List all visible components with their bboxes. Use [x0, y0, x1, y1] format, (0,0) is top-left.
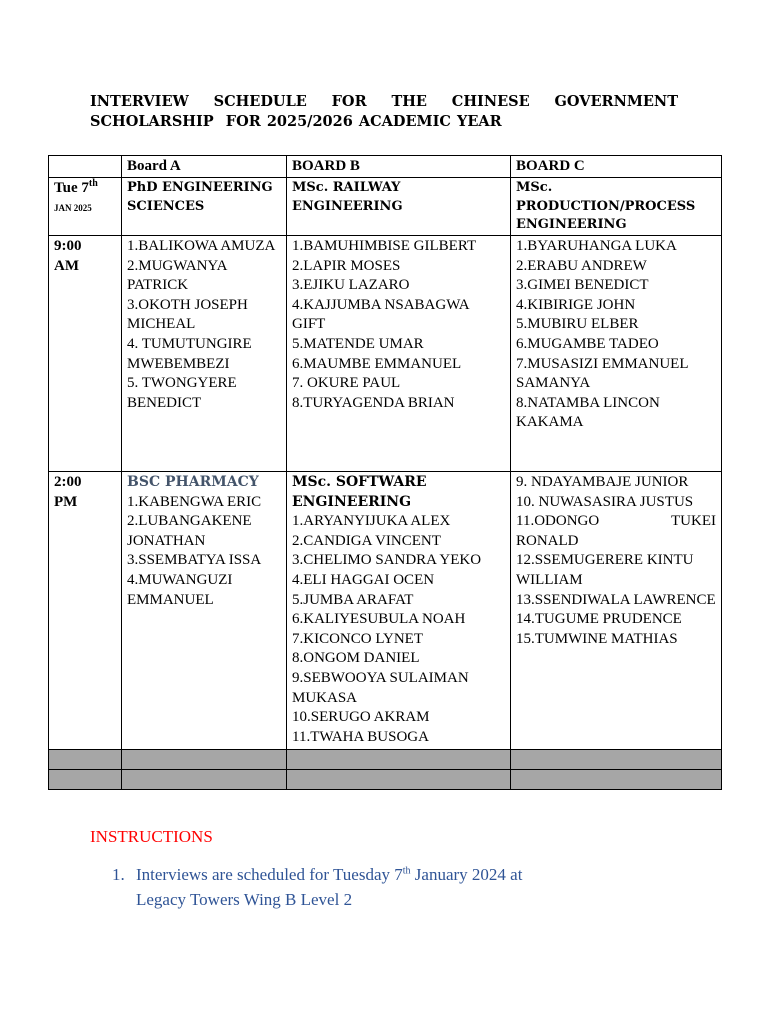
morning-board-c: [511, 236, 722, 472]
list-item: 6.MUGAMBE TADEO: [516, 335, 659, 352]
list-item: 9. NDAYAMBAJE JUNIOR: [516, 474, 689, 490]
instruction-suffix: th: [402, 865, 411, 877]
instruction-location: Legacy Towers Wing B Level 2: [136, 890, 353, 909]
header-board-a: Board A: [122, 156, 287, 178]
time-hour: 9:00: [54, 238, 82, 254]
list-item: 5.JUMBA ARAFAT: [292, 591, 414, 608]
program-board-c: MSc. PRODUCTION/PROCESS ENGINEERING: [511, 178, 722, 236]
afternoon-row: [49, 472, 722, 750]
list-item: 12.SSEMUGERERE KINTU WILLIAM: [516, 552, 694, 588]
list-item: 3.SSEMBATYA ISSA: [127, 552, 262, 569]
shaded-cell: [122, 770, 287, 790]
list-item: 2.MUGWANYA PATRICK: [127, 257, 227, 294]
list-item: 8.NATAMBA LINCON KAKAMA: [516, 394, 660, 431]
program-heading: MSc. SOFTWARE ENGINEERING: [292, 474, 427, 510]
instruction-text: Interviews are scheduled for Tuesday 7: [136, 865, 403, 884]
list-item: 5.MATENDE UMAR: [292, 335, 424, 352]
list-item: 4.MUWANGUZI EMMANUEL: [127, 571, 233, 608]
afternoon-board-b: [287, 472, 511, 750]
program-row: [49, 178, 722, 236]
title-word: GOVERNMENT: [554, 93, 678, 110]
shaded-cell: [49, 770, 122, 790]
shaded-cell: [511, 750, 722, 770]
list-item: 4. TUMUTUNGIRE MWEBEMBEZI: [127, 335, 252, 372]
morning-board-a: [122, 236, 287, 472]
list-item: 3.GIMEI BENEDICT: [516, 277, 649, 294]
list-item: 9.SEBWOOYA SULAIMAN MUKASA: [292, 669, 469, 706]
program-board-a: PhD ENGINEERING SCIENCES: [122, 178, 287, 236]
list-item: 2.LAPIR MOSES: [292, 257, 401, 274]
list-item: 10. NUWASASIRA JUSTUS: [516, 493, 694, 510]
time-hour: 2:00: [54, 474, 82, 490]
morning-time: [49, 236, 122, 472]
list-item: 3.CHELIMO SANDRA YEKO: [292, 552, 482, 569]
shaded-cell: [287, 750, 511, 770]
title-word: FOR: [331, 93, 367, 110]
header-row: [49, 156, 722, 178]
shaded-cell: [511, 770, 722, 790]
title-word: SCHEDULE: [213, 93, 307, 110]
list-item: 2.CANDIGA VINCENT: [292, 532, 441, 549]
list-item: 1.KABENGWA ERIC: [127, 493, 262, 510]
list-item: 1.BYARUHANGA LUKA: [516, 238, 677, 254]
list-item: 1.BALIKOWA AMUZA: [127, 238, 276, 254]
list-item: 4.KIBIRIGE JOHN: [516, 296, 636, 313]
list-item: 10.SERUGO AKRAM: [292, 709, 430, 726]
instruction-item: [112, 862, 672, 912]
list-item: 7. OKURE PAUL: [292, 375, 401, 392]
day-suffix: th: [88, 178, 98, 189]
schedule-table: [48, 155, 722, 790]
title-word: THE: [391, 93, 427, 110]
list-item: 4.KAJJUMBA NSABAGWA GIFT: [292, 296, 469, 333]
list-item: 8.TURYAGENDA BRIAN: [292, 394, 455, 411]
list-item: 1.BAMUHIMBISE GILBERT: [292, 238, 477, 254]
afternoon-board-c: [511, 472, 722, 750]
header-board-c: BOARD C: [511, 156, 722, 178]
list-item: 3.EJIKU LAZARO: [292, 277, 410, 294]
document-title: [90, 92, 678, 132]
header-empty: [49, 156, 122, 178]
morning-board-b: [287, 236, 511, 472]
list-item: 5. TWONGYERE BENEDICT: [127, 375, 237, 411]
afternoon-time: [49, 472, 122, 750]
day-cell: [49, 178, 122, 236]
shaded-cell: [49, 750, 122, 770]
list-item: 11.TWAHA BUSOGA: [292, 728, 429, 745]
list-item: 11.ODONGO TUKEI: [516, 513, 716, 530]
list-item: 2.LUBANGAKENE JONATHAN: [127, 513, 252, 549]
title-word: INTERVIEW: [90, 93, 189, 110]
shaded-row: [49, 770, 722, 790]
list-item: 8.ONGOM DANIEL: [292, 650, 420, 667]
list-item: 1.ARYANYIJUKA ALEX: [292, 513, 451, 530]
instruction-number: 1.: [112, 865, 125, 884]
day-label: Tue 7: [54, 180, 89, 196]
list-item: 7.MUSASIZI EMMANUEL SAMANYA: [516, 355, 688, 392]
afternoon-board-a: [122, 472, 287, 750]
time-period: AM: [54, 257, 79, 274]
list-item: 15.TUMWINE MATHIAS: [516, 630, 678, 647]
list-item: 13.SSENDIWALA LAWRENCE: [516, 591, 716, 608]
instructions-title: INSTRUCTIONS: [90, 827, 213, 846]
program-board-b: MSc. RAILWAY ENGINEERING: [287, 178, 511, 236]
list-item: 3.OKOTH JOSEPH MICHEAL: [127, 296, 248, 333]
instructions-list: [112, 862, 672, 912]
list-item: 14.TUGUME PRUDENCE: [516, 611, 682, 628]
list-item: 6.MAUMBE EMMANUEL: [292, 355, 462, 372]
shaded-row: [49, 750, 722, 770]
title-line-1: [90, 92, 678, 112]
title-word: CHINESE: [451, 93, 530, 110]
instruction-text-cont: January 2024 at: [410, 865, 523, 884]
list-item: 6.KALIYESUBULA NOAH: [292, 611, 466, 628]
list-item: 5.MUBIRU ELBER: [516, 316, 639, 333]
list-item: 7.KICONCO LYNET: [292, 630, 423, 647]
list-item: 2.ERABU ANDREW: [516, 257, 647, 274]
shaded-cell: [287, 770, 511, 790]
day-month: JAN 2025: [54, 202, 92, 213]
time-period: PM: [54, 493, 78, 510]
shaded-cell: [122, 750, 287, 770]
header-board-b: BOARD B: [287, 156, 511, 178]
list-item: 4.ELI HAGGAI OCEN: [292, 571, 435, 588]
title-line-2: SCHOLARSHIP FOR 2025/2026 ACADEMIC YEAR: [90, 113, 502, 130]
list-item: RONALD: [516, 532, 579, 549]
morning-row: [49, 236, 722, 472]
program-heading: BSC PHARMACY: [127, 474, 259, 490]
